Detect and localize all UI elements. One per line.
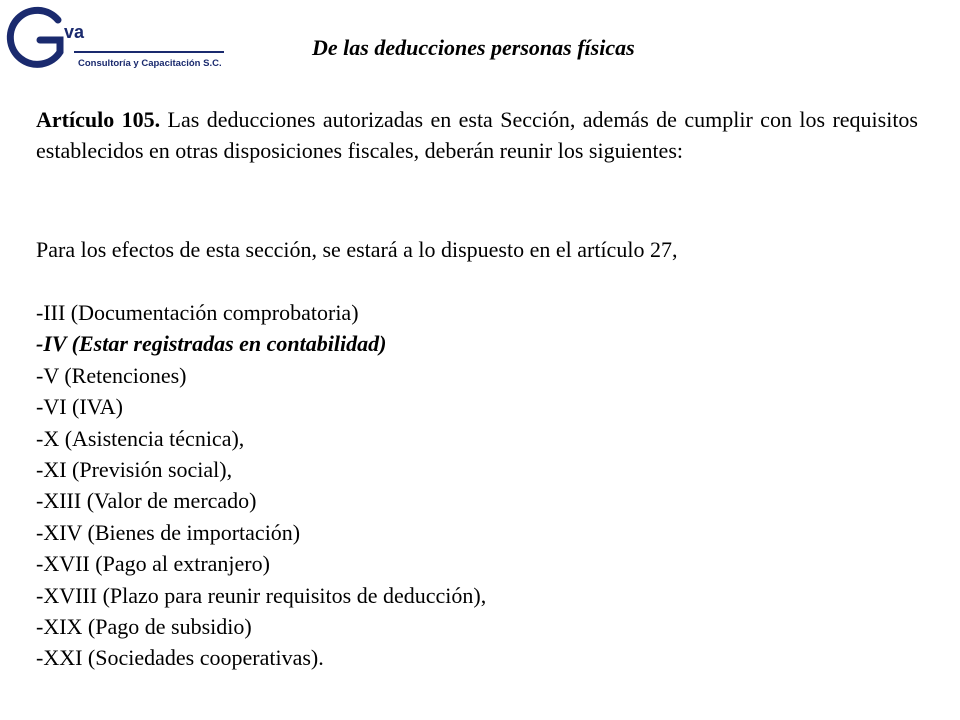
article-text: Las deducciones autorizadas en esta Sección, además de cumplir con los requisitos establecidos en otras disposiciones fiscales, deberán reunir los siguientes: (36, 107, 918, 163)
reference-line: Para los efectos de esta sección, se estará a lo dispuesto en el artículo 27, (36, 237, 678, 262)
company-logo (2, 6, 230, 72)
slide-title: De las deducciones personas físicas (312, 35, 635, 60)
logo-g-mark (10, 10, 60, 64)
fraction-item: -XI (Previsión social), (36, 456, 233, 482)
fraction-item: -IV (Estar registradas en contabilidad) (36, 331, 387, 357)
logo-letters: va (64, 22, 85, 42)
article-paragraph (36, 104, 918, 166)
fraction-item: -XXI (Sociedades cooperativas). (36, 645, 324, 671)
logo-graphic (2, 6, 230, 72)
fraction-item: -III (Documentación comprobatoria) (36, 300, 359, 325)
article-label: Artículo 105. (36, 107, 161, 132)
fraction-item: -XVII (Pago al extranjero) (36, 551, 270, 577)
fraction-item: -XIV (Bienes de importación) (36, 519, 301, 545)
fraction-item: -X (Asistencia técnica), (36, 425, 245, 451)
fraction-item: -V (Retenciones) (36, 362, 187, 388)
fraction-item: -XIX (Pago de subsidio) (36, 613, 252, 639)
logo-company-name: Consultoría y Capacitación S.C. (78, 58, 222, 69)
fraction-item: -XVIII (Plazo para reunir requisitos de deducción), (36, 582, 487, 608)
fraction-list (36, 297, 486, 674)
fraction-item: -XIII (Valor de mercado) (36, 488, 257, 514)
fraction-item: -VI (IVA) (36, 394, 123, 420)
